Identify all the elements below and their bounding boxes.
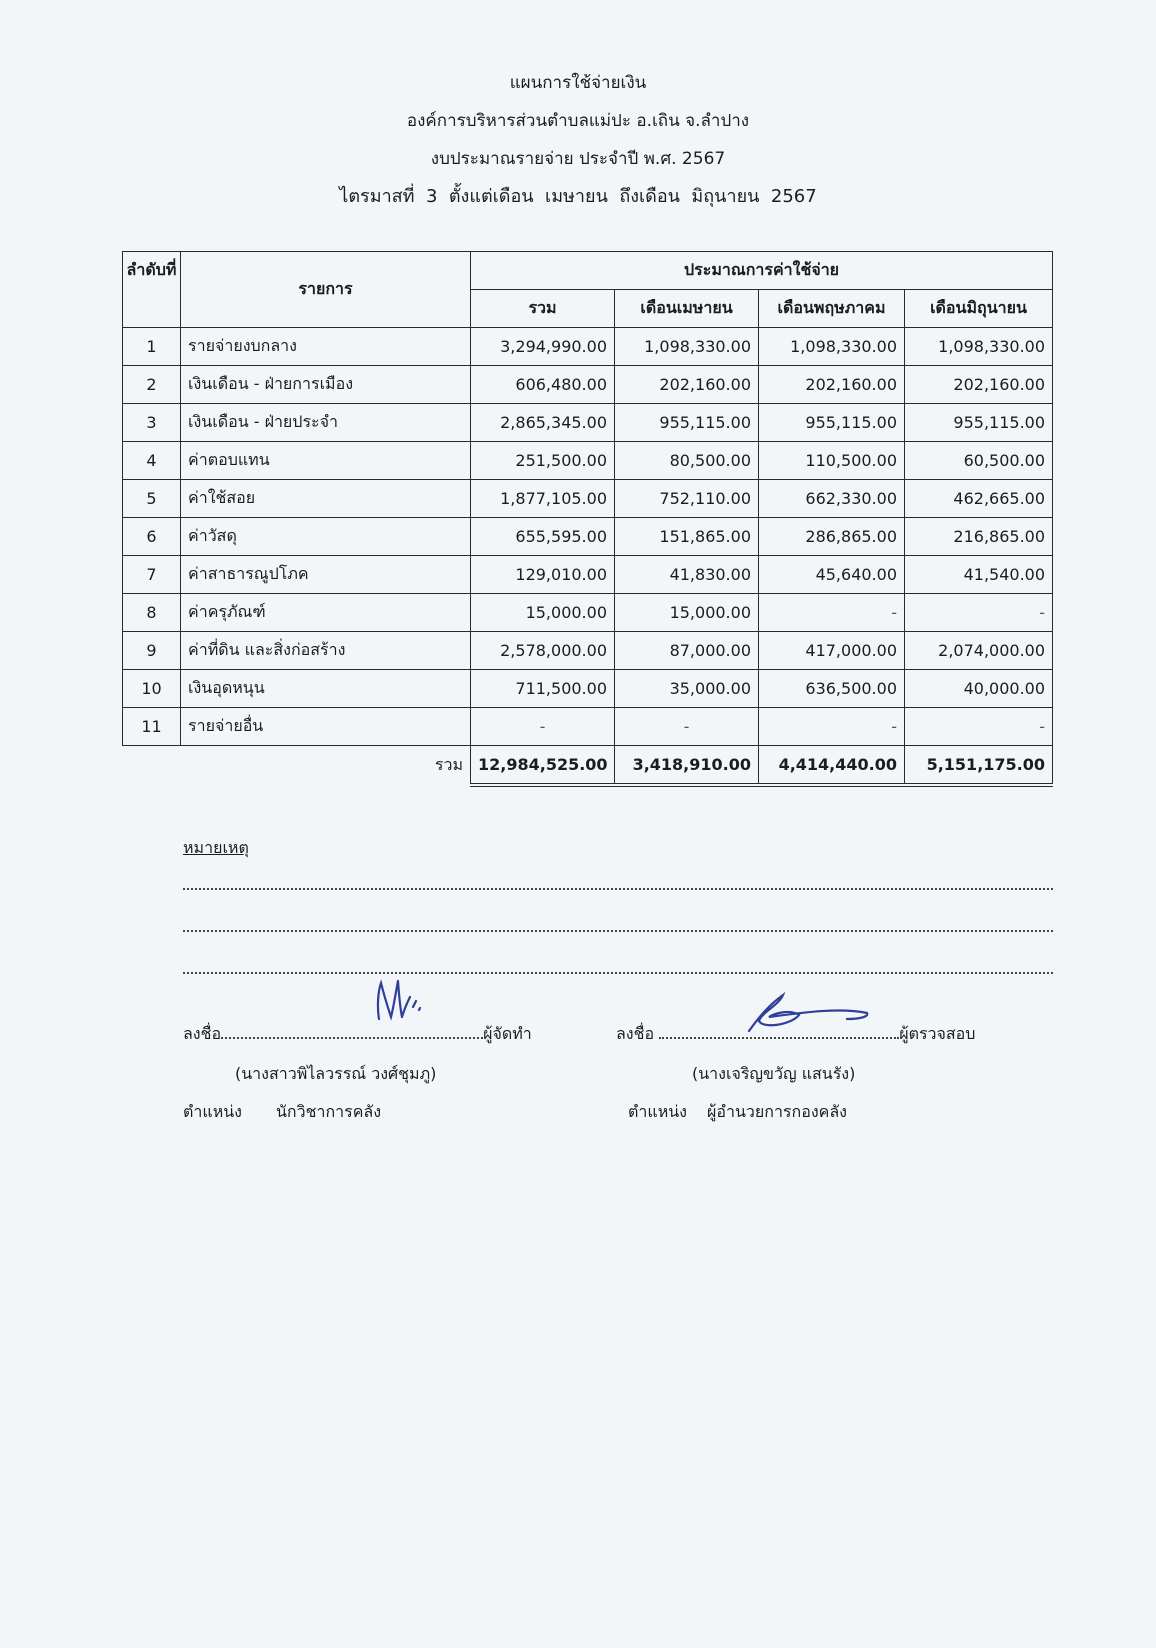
- row-item: ค่าสาธารณูปโภค: [181, 556, 471, 594]
- role-label: ผู้จัดทำ: [483, 1024, 532, 1043]
- row-month-1: 15,000.00: [615, 594, 759, 632]
- remarks-line: [183, 864, 1053, 890]
- row-total: 15,000.00: [471, 594, 615, 632]
- signature-block-preparer: [183, 1014, 532, 1130]
- remarks-line: [183, 890, 1053, 932]
- position-label: ตำแหน่ง: [628, 1102, 687, 1121]
- table-row: [123, 366, 1053, 404]
- row-month-3: 41,540.00: [905, 556, 1053, 594]
- header-item: รายการ: [181, 252, 471, 328]
- row-month-3: 60,500.00: [905, 442, 1053, 480]
- signer-name: (นางสาวพิไลวรรณ์ วงศ์ชุมภู): [235, 1064, 437, 1083]
- totals-month-1: 3,418,910.00: [615, 746, 759, 786]
- row-total: 2,578,000.00: [471, 632, 615, 670]
- row-no: 1: [123, 328, 181, 366]
- table-row: [123, 518, 1053, 556]
- row-month-2: -: [759, 594, 905, 632]
- remarks-line: [183, 932, 1053, 974]
- document-header: [0, 64, 1156, 216]
- row-month-2: 202,160.00: [759, 366, 905, 404]
- row-item: ค่าตอบแทน: [181, 442, 471, 480]
- row-total: 3,294,990.00: [471, 328, 615, 366]
- budget-year: งบประมาณรายจ่าย ประจำปี พ.ศ. 2567: [430, 149, 726, 169]
- totals-month-3: 5,151,175.00: [905, 746, 1053, 786]
- header-total: รวม: [471, 290, 615, 328]
- row-month-3: 462,665.00: [905, 480, 1053, 518]
- document-title: แผนการใช้จ่ายเงิน: [509, 73, 647, 93]
- signature-dotline: [659, 1017, 899, 1039]
- row-item: เงินเดือน - ฝ่ายการเมือง: [181, 366, 471, 404]
- row-month-1: -: [615, 708, 759, 746]
- position-value: นักวิชาการคลัง: [275, 1102, 382, 1121]
- table-row: [123, 328, 1053, 366]
- budget-table: [122, 251, 1053, 787]
- position-line: [183, 1094, 532, 1130]
- row-month-1: 80,500.00: [615, 442, 759, 480]
- organization-name: องค์การบริหารส่วนตำบลแม่ปะ อ.เถิน จ.ลำปาง: [406, 111, 750, 131]
- row-month-3: -: [905, 594, 1053, 632]
- table-row: [123, 404, 1053, 442]
- row-total: -: [471, 708, 615, 746]
- row-month-2: 955,115.00: [759, 404, 905, 442]
- row-item: เงินอุดหนุน: [181, 670, 471, 708]
- totals-month-2: 4,414,440.00: [759, 746, 905, 786]
- row-month-1: 41,830.00: [615, 556, 759, 594]
- row-total: 1,877,105.00: [471, 480, 615, 518]
- position-value: ผู้อำนวยการกองคลัง: [706, 1102, 847, 1121]
- row-month-1: 202,160.00: [615, 366, 759, 404]
- signature-line: [183, 1014, 532, 1054]
- row-total: 606,480.00: [471, 366, 615, 404]
- remarks-label: หมายเหตุ: [183, 838, 249, 857]
- row-month-2: 286,865.00: [759, 518, 905, 556]
- table-row: [123, 556, 1053, 594]
- row-month-3: 1,098,330.00: [905, 328, 1053, 366]
- row-total: 655,595.00: [471, 518, 615, 556]
- row-item: รายจ่ายงบกลาง: [181, 328, 471, 366]
- handwritten-signature-preparer: [361, 977, 431, 1027]
- row-month-3: 40,000.00: [905, 670, 1053, 708]
- row-month-2: 662,330.00: [759, 480, 905, 518]
- row-month-1: 151,865.00: [615, 518, 759, 556]
- position-line: [616, 1094, 975, 1130]
- row-month-2: 110,500.00: [759, 442, 905, 480]
- totals-row: [123, 746, 1053, 786]
- row-month-2: 636,500.00: [759, 670, 905, 708]
- header-month-3: เดือนมิถุนายน: [905, 290, 1053, 328]
- row-month-1: 1,098,330.00: [615, 328, 759, 366]
- row-item: เงินเดือน - ฝ่ายประจำ: [181, 404, 471, 442]
- row-no: 9: [123, 632, 181, 670]
- row-item: ค่าวัสดุ: [181, 518, 471, 556]
- row-no: 3: [123, 404, 181, 442]
- row-no: 11: [123, 708, 181, 746]
- totals-total: 12,984,525.00: [471, 746, 615, 786]
- row-no: 10: [123, 670, 181, 708]
- row-month-2: -: [759, 708, 905, 746]
- signer-name: (นางเจริญขวัญ แสนรัง): [692, 1064, 856, 1083]
- header-month-1: เดือนเมษายน: [615, 290, 759, 328]
- sign-label: ลงชื่อ: [183, 1024, 222, 1043]
- row-month-2: 417,000.00: [759, 632, 905, 670]
- row-month-3: 202,160.00: [905, 366, 1053, 404]
- row-no: 6: [123, 518, 181, 556]
- signature-line: [616, 1014, 975, 1054]
- table-row: [123, 632, 1053, 670]
- row-month-1: 752,110.00: [615, 480, 759, 518]
- row-month-3: 955,115.00: [905, 404, 1053, 442]
- row-total: 251,500.00: [471, 442, 615, 480]
- row-no: 8: [123, 594, 181, 632]
- totals-label: รวม: [434, 755, 463, 774]
- remarks-section: [183, 832, 1053, 974]
- table-row: [123, 442, 1053, 480]
- row-month-2: 45,640.00: [759, 556, 905, 594]
- table-row: [123, 708, 1053, 746]
- table-row: [123, 670, 1053, 708]
- row-total: 129,010.00: [471, 556, 615, 594]
- row-total: 2,865,345.00: [471, 404, 615, 442]
- row-month-3: -: [905, 708, 1053, 746]
- header-group: ประมาณการค่าใช้จ่าย: [471, 252, 1053, 290]
- position-label: ตำแหน่ง: [183, 1102, 242, 1121]
- sign-label: ลงชื่อ: [616, 1024, 655, 1043]
- row-item: ค่าครุภัณฑ์: [181, 594, 471, 632]
- row-month-2: 1,098,330.00: [759, 328, 905, 366]
- signature-block-reviewer: [616, 1014, 975, 1130]
- row-no: 5: [123, 480, 181, 518]
- table-row: [123, 594, 1053, 632]
- row-item: ค่าที่ดิน และสิ่งก่อสร้าง: [181, 632, 471, 670]
- row-no: 7: [123, 556, 181, 594]
- row-month-3: 2,074,000.00: [905, 632, 1053, 670]
- row-item: รายจ่ายอื่น: [181, 708, 471, 746]
- table-row: [123, 480, 1053, 518]
- row-total: 711,500.00: [471, 670, 615, 708]
- row-month-3: 216,865.00: [905, 518, 1053, 556]
- row-month-1: 955,115.00: [615, 404, 759, 442]
- row-no: 4: [123, 442, 181, 480]
- row-item: ค่าใช้สอย: [181, 480, 471, 518]
- row-month-1: 87,000.00: [615, 632, 759, 670]
- row-month-1: 35,000.00: [615, 670, 759, 708]
- role-label: ผู้ตรวจสอบ: [899, 1024, 976, 1043]
- header-no: ลำดับที่: [123, 252, 181, 328]
- handwritten-signature-reviewer: [739, 987, 879, 1037]
- signature-dotline: [221, 1017, 483, 1039]
- header-month-2: เดือนพฤษภาคม: [759, 290, 905, 328]
- totals-spacer: [123, 746, 181, 786]
- row-no: 2: [123, 366, 181, 404]
- quarter-range: ไตรมาสที่ 3 ตั้งแต่เดือน เมษายน ถึงเดือน มิถุนายน 2567: [339, 186, 817, 207]
